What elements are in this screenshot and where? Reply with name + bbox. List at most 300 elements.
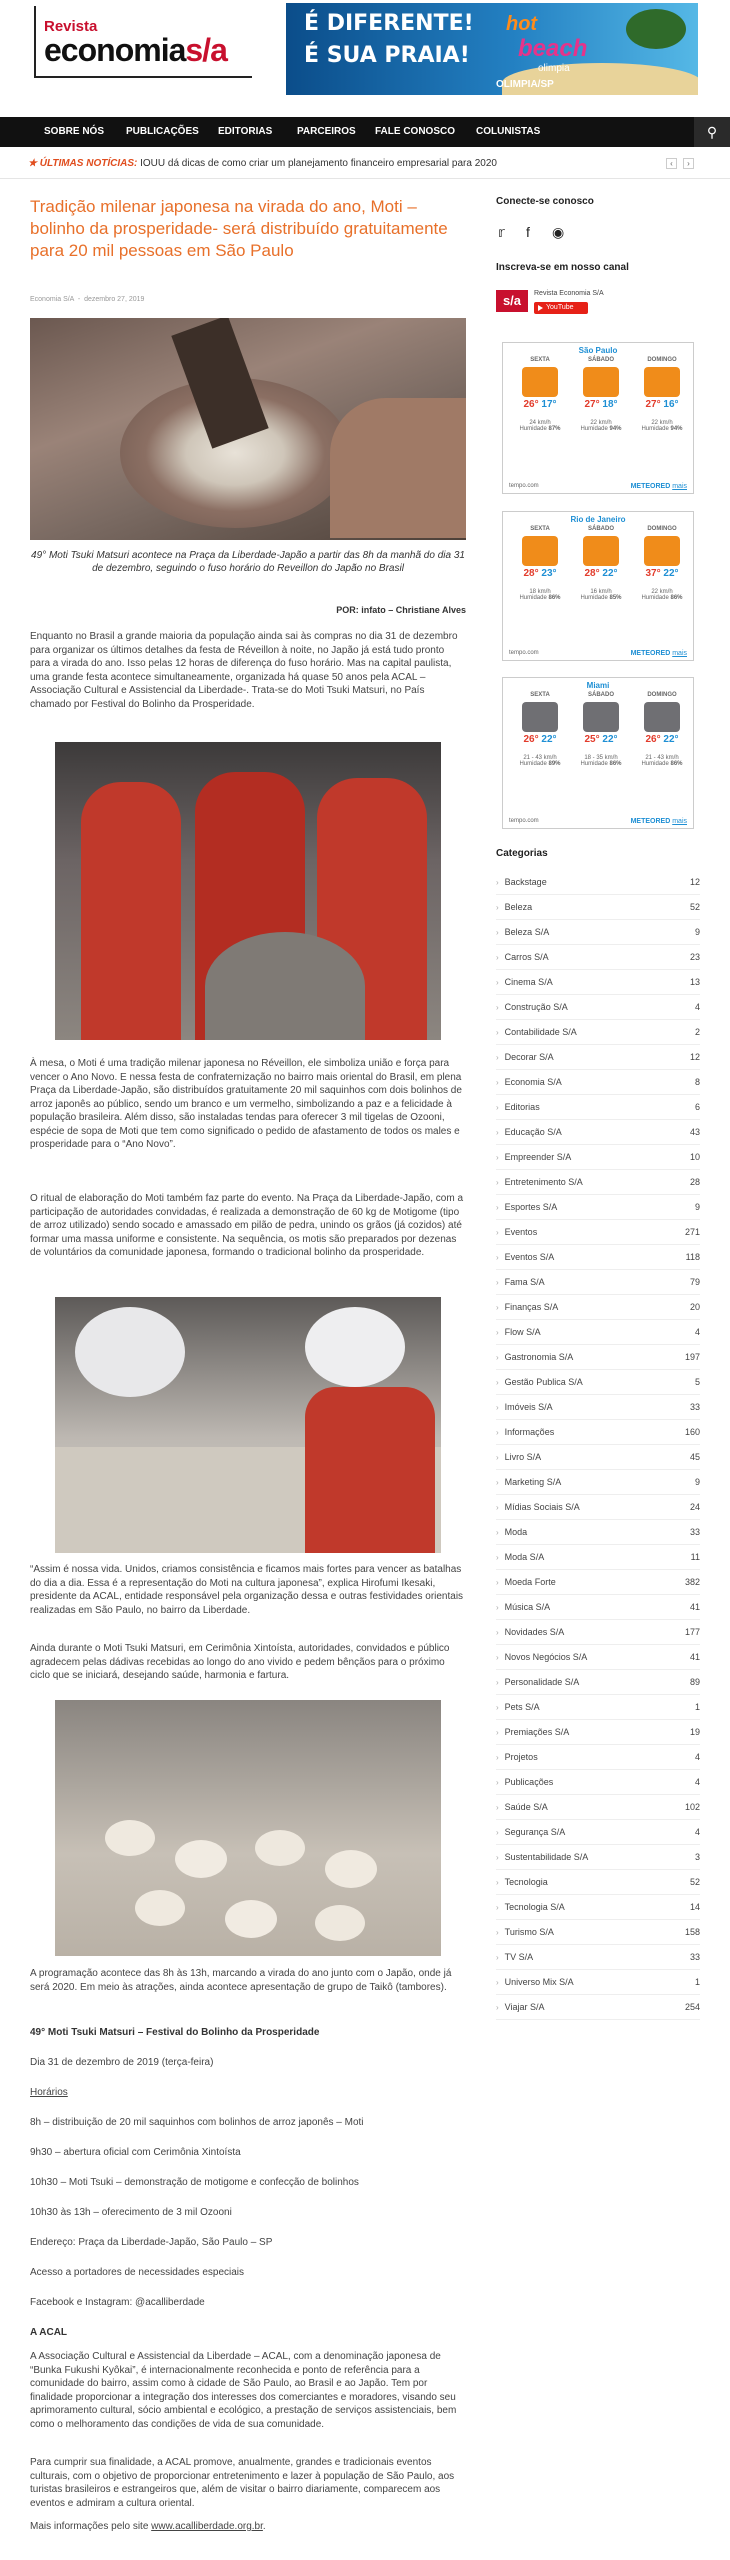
category-name: Eventos S/A [504,1252,555,1262]
category-name: Carros S/A [504,952,549,962]
weather-wind: 22 km/h [651,420,673,426]
weather-more-link: mais [672,650,687,657]
article-photo-volunteers [55,1297,441,1553]
weather-high: 28° [584,568,600,579]
humidity-value: 86% [670,761,683,767]
category-item[interactable] [496,1270,700,1295]
banner-line1: É DIFERENTE! [304,11,474,36]
sun-rain-icon [522,367,558,397]
humidity-value: 94% [670,426,683,432]
photo-caption: 49° Moti Tsuki Matsuri acontece na Praça da Liberdade-Japão a partir das 8h da manhã do dia 31 de dezembro, seguindo o fuso horário do Reveillon do Japão no Brasil [31,550,465,574]
banner-brand-beach: beach [518,35,588,62]
weather-humidity [633,761,691,767]
category-name: Viajar S/A [504,2002,545,2012]
category-count: 41 [689,1602,700,1612]
category-item[interactable] [496,1820,700,1845]
article-meta: Economia S/A - dezembro 27, 2019 [30,296,145,303]
category-item[interactable] [496,1520,700,1545]
ticker-label: ÚLTIMAS NOTÍCIAS: [39,158,138,169]
humidity-label: Humidade [641,761,669,767]
weather-humidity [511,426,569,432]
twitter-icon[interactable]: 𝕣 [498,224,505,240]
category-item[interactable] [496,1670,700,1695]
category-name: Tecnologia S/A [504,1902,565,1912]
article-photo-mochi-pounding [30,318,466,540]
humidity-value: 85% [609,595,622,601]
banner-place: OLIMPIA/SP [496,79,554,90]
category-item[interactable] [496,1120,700,1145]
weather-humidity [633,426,691,432]
more-info [30,2520,466,2534]
schedule-item: 10h30 às 13h – oferecimento de 3 mil Ozooni [30,2207,232,2218]
main-nav [0,117,730,147]
nav-item-editorias[interactable]: EDITORIAS [218,126,273,137]
humidity-value: 89% [548,761,561,767]
weather-day-label: SEXTA [530,692,550,698]
category-count: 45 [689,1452,700,1462]
category-item[interactable] [496,1745,700,1770]
connect-title: Conecte-se conosco [496,196,594,207]
news-ticker [28,153,708,175]
banner-brand-olimpia: olimpia [538,63,570,74]
article-paragraph: A Associação Cultural e Assistencial da Liberdade – ACAL, com a denominação japonesa de “Bunka Fukushi Kyôkai”, é internacionalmente reconhecida e ponto de referência para a comunidade do bairro, assim como à cidade de São Paulo, ao Brasil e ao Japão. Tem por finalidade proporcionar a integração dos interesses dos comerciantes e moradores, visando seu aprimoramento cultural, sócio ambiental e ecológico, a prestação de serviços assistenciais, bem como o melhoramento das condições de vida de sua comunidade. [30,2351,457,2430]
category-count: 13 [689,977,700,987]
weather-site[interactable]: tempo.com [509,818,539,824]
category-item[interactable] [496,1920,700,1945]
weather-day [572,357,630,455]
category-count: 254 [684,2002,700,2012]
category-count: 1 [694,1977,700,1987]
category-item[interactable] [496,945,700,970]
cloud-rain-icon [583,702,619,732]
humidity-label: Humidade [641,595,669,601]
humidity-value: 86% [609,761,622,767]
category-item[interactable] [496,1845,700,1870]
category-name: Universo Mix S/A [504,1977,574,1987]
weather-low: 23° [541,568,557,579]
category-name: Livro S/A [504,1452,542,1462]
weather-more-link: mais [672,818,687,825]
category-name: Marketing S/A [504,1477,562,1487]
weather-wind: 22 km/h [590,420,612,426]
category-item[interactable] [496,1020,700,1045]
category-name: Imóveis S/A [504,1402,553,1412]
weather-brand-name: METEORED [630,650,671,657]
weather-city: São Paulo [578,346,618,355]
weather-site[interactable]: tempo.com [509,650,539,656]
weather-low: 22° [663,734,679,745]
weather-low: 18° [602,399,618,410]
category-count: 2 [694,1027,700,1037]
category-item[interactable] [496,1170,700,1195]
weather-day-label: DOMINGO [647,357,677,363]
nav-item-sobre[interactable]: SOBRE NÓS [44,126,105,137]
chevron-right-icon: › [496,1453,499,1462]
category-item[interactable] [496,1195,700,1220]
weather-site[interactable]: tempo.com [509,483,539,489]
chevron-right-icon: › [496,1028,499,1037]
weather-brand-name: METEORED [630,483,671,490]
category-item[interactable] [496,1070,700,1095]
logo-top-text: Revista [44,18,98,35]
category-count: 12 [689,1052,700,1062]
logo-main-text [44,32,227,69]
category-name: Gastronomia S/A [504,1352,574,1362]
weather-wind: 22 km/h [651,589,673,595]
category-count: 9 [694,1202,700,1212]
category-count: 4 [694,1752,700,1762]
category-name: Personalidade S/A [504,1677,580,1687]
chevron-right-icon: › [496,1553,499,1562]
category-count: 102 [684,1802,700,1812]
chevron-right-icon: › [496,978,499,987]
category-count: 8 [694,1077,700,1087]
instagram-icon[interactable]: ◉ [552,224,565,240]
category-name: Esportes S/A [504,1202,558,1212]
weather-brand[interactable] [631,650,687,657]
ticker-prev-button[interactable]: ‹ [666,158,677,169]
chevron-right-icon: › [496,1428,499,1437]
weather-high: 27° [584,399,600,410]
chevron-right-icon: › [496,1053,499,1062]
ad-banner[interactable] [286,3,698,95]
category-count: 33 [689,1952,700,1962]
more-info-suffix: . [262,2521,266,2532]
category-item[interactable] [496,1720,700,1745]
category-item[interactable] [496,1645,700,1670]
category-item[interactable] [496,1570,700,1595]
chevron-right-icon: › [496,1278,499,1287]
humidity-value: 87% [548,426,561,432]
weather-wind: 21 - 43 km/h [645,755,679,761]
article-date: dezembro 27, 2019 [84,296,145,303]
weather-high: 26° [645,734,661,745]
category-name: Música S/A [504,1602,551,1612]
chevron-right-icon: › [496,1828,499,1837]
weather-humidity [511,761,569,767]
category-count: 197 [684,1352,700,1362]
category-count: 43 [689,1127,700,1137]
category-count: 5 [694,1377,700,1387]
weather-high: 26° [523,399,539,410]
chevron-right-icon: › [496,1303,499,1312]
weather-day [633,692,691,790]
category-item[interactable] [496,1445,700,1470]
weather-temps [572,568,630,579]
category-count: 9 [694,1477,700,1487]
category-item[interactable] [496,1945,700,1970]
weather-temps [511,734,569,745]
category-name: Empreender S/A [504,1152,572,1162]
category-count: 11 [690,1552,700,1562]
chevron-right-icon: › [496,1528,499,1537]
category-item[interactable] [496,1345,700,1370]
chevron-right-icon: › [496,953,499,962]
divider [0,178,730,179]
acal-title: A ACAL [30,2327,68,2338]
category-count: 4 [694,1002,700,1012]
nav-item-parceiros[interactable]: PARCEIROS [297,126,356,137]
weather-temps [633,568,691,579]
chevron-right-icon: › [496,2003,499,2012]
weather-day-label: DOMINGO [647,692,677,698]
category-count: 3 [694,1852,700,1862]
category-count: 271 [684,1227,700,1237]
category-item[interactable] [496,1970,700,1995]
weather-high: 25° [584,734,600,745]
nav-item-colunistas[interactable]: COLUNISTAS [476,126,541,137]
event-address: Endereço: Praça da Liberdade-Japão, São Paulo – SP [30,2237,273,2248]
article-paragraph: “Assim é nossa vida. Unidos, criamos consistência e ficamos mais fortes para vencer as batalhas do dia a dia. Essa é a representação do Moti na cultura japonesa”, explica Hirofumi Ikesaki, presidente da ACAL, entidade responsável pela organização dessa e outras festividades orientais realizadas em São Paulo, no bairro da Liberdade. [30,1564,464,1616]
banner-palm-shape [626,9,686,49]
weather-day-label: DOMINGO [647,526,677,532]
category-name: Sustentabilidade S/A [504,1852,589,1862]
category-count: 89 [689,1677,700,1687]
category-count: 1 [694,1702,700,1712]
chevron-right-icon: › [496,1728,499,1737]
category-item[interactable] [496,1245,700,1270]
article-paragraph: À mesa, o Moti é uma tradição milenar japonesa no Réveillon, ele simboliza união e força para vencer o Ano Novo. E nessa festa de confraternização no bairro mais oriental do Brasil, em plena Praça da Liberdade-Japão, são distribuídos gratuitamente 20 mil saquinhos com dois bolinhos de arroz japonês ao público, sendo um branco e um vermelho, simbolizando a paz e a felicidade à população brasileira. Além disso, são instaladas tendas para oferecer 3 mil tigelas de Ozooni, espécie de sopa de Moti que tem como significado o pedido de afastamento de todos os males e prosperidade para o “Ano Novo”. [30,1058,462,1150]
chevron-right-icon: › [496,1203,499,1212]
acal-site-link[interactable]: www.acalliberdade.org.br [151,2521,263,2532]
chevron-right-icon: › [496,928,499,937]
article-author[interactable]: Economia S/A [30,296,74,303]
weather-brand[interactable] [631,483,687,490]
chevron-right-icon: › [496,1803,499,1812]
category-count: 23 [689,952,700,962]
chevron-right-icon: › [496,1153,499,1162]
category-count: 28 [689,1177,700,1187]
category-count: 33 [689,1527,700,1537]
chevron-right-icon: › [496,1778,499,1787]
nav-item-fale-conosco[interactable]: FALE CONOSCO [375,126,456,137]
channel-name: Revista Economia S/A [534,290,604,297]
category-name: Gestão Publica S/A [504,1377,583,1387]
chevron-right-icon: › [496,1853,499,1862]
article-photo-mochi-balls [55,1700,441,1956]
category-name: Beleza [504,902,533,912]
banner-brand-hot: hot [506,13,538,35]
humidity-label: Humidade [519,426,547,432]
weather-day-label: SÁBADO [587,526,614,532]
chevron-right-icon: › [496,1503,499,1512]
category-name: Cinema S/A [504,977,553,987]
category-name: Moda S/A [504,1552,545,1562]
chevron-right-icon: › [496,1103,499,1112]
chevron-right-icon: › [496,1128,499,1137]
chevron-right-icon: › [496,903,499,912]
category-name: Beleza S/A [504,927,550,937]
category-item[interactable] [496,1420,700,1445]
category-name: Pets S/A [504,1702,540,1712]
weather-temps [572,734,630,745]
chevron-right-icon: › [496,878,499,887]
category-name: Backstage [504,877,547,887]
youtube-play-icon [538,305,543,311]
category-count: 14 [689,1902,700,1912]
chevron-right-icon: › [496,1253,499,1262]
weather-widget-rio[interactable] [502,511,694,661]
weather-humidity [572,595,630,601]
weather-wind: 24 km/h [529,420,551,426]
weather-city: Miami [586,681,610,690]
category-count: 158 [684,1927,700,1937]
weather-temps [511,399,569,410]
category-name: Entretenimento S/A [504,1177,583,1187]
humidity-label: Humidade [519,595,547,601]
article-paragraph: O ritual de elaboração do Moti também faz parte do evento. Na Praça da Liberdade-Japão, com a participação de autoridades convidadas, é realizada a demonstração de 60 kg de Motigome (tipo de arroz utilizado) sendo socado e amassado em pilão de pedra, unindo os grãos (já cozidos) até formar uma massa uniforme e consistente. Na sequência, os motis são preparados por dezenas de voluntários da comunidade japonesa, formando o tradicional bolinho da prosperidade. [30,1193,464,1258]
weather-wind: 18 - 35 km/h [584,755,618,761]
weather-day [511,357,569,455]
category-name: Saúde S/A [504,1802,548,1812]
chevron-right-icon: › [496,1228,499,1237]
weather-high: 37° [645,568,661,579]
category-item[interactable] [496,1370,700,1395]
humidity-value: 94% [609,426,622,432]
chevron-right-icon: › [496,1603,499,1612]
category-item[interactable] [496,1795,700,1820]
search-icon[interactable]: ⚲ [694,117,730,147]
chevron-right-icon: › [496,1903,499,1912]
facebook-icon[interactable]: f [526,224,530,240]
weather-temps [633,734,691,745]
category-item[interactable] [496,1295,700,1320]
category-name: Projetos [504,1752,538,1762]
category-name: Eventos [504,1227,538,1237]
humidity-label: Humidade [580,595,608,601]
ticker-headline[interactable]: IOUU dá dicas de como criar um planejamento financeiro empresarial para 2020 [140,158,497,169]
category-item[interactable] [496,1620,700,1645]
category-name: Publicações [504,1777,554,1787]
category-item[interactable] [496,995,700,1020]
category-count: 9 [694,927,700,937]
weather-humidity [572,426,630,432]
chevron-right-icon: › [496,1678,499,1687]
article-title: Tradição milenar japonesa na virada do ano, Moti –bolinho da prosperidade- será distribuído gratuitamente para 20 mil pessoas em São Paulo [30,197,448,260]
chevron-right-icon: › [496,1328,499,1337]
category-item[interactable] [496,1145,700,1170]
category-item[interactable] [496,1495,700,1520]
chevron-right-icon: › [496,1628,499,1637]
category-name: Flow S/A [504,1327,541,1337]
category-item[interactable] [496,1595,700,1620]
weather-widget-miami[interactable] [502,677,694,829]
categories-title: Categorias [496,848,548,859]
weather-day-label: SEXTA [530,357,550,363]
nav-item-publicacoes[interactable]: PUBLICAÇÕES [126,126,199,137]
category-item[interactable] [496,1470,700,1495]
chevron-right-icon: › [496,1078,499,1087]
category-item[interactable] [496,870,700,895]
category-count: 52 [689,902,700,912]
sun-rain-icon [644,536,680,566]
category-name: Segurança S/A [504,1827,566,1837]
event-date: Dia 31 de dezembro de 2019 (terça-feira) [30,2057,214,2068]
humidity-value: 86% [548,595,561,601]
category-name: Novidades S/A [504,1627,565,1637]
chevron-right-icon: › [496,1953,499,1962]
category-item[interactable] [496,970,700,995]
weather-brand[interactable] [631,818,687,825]
event-accessibility: Acesso a portadores de necessidades especiais [30,2267,245,2278]
category-item[interactable] [496,1395,700,1420]
category-count: 52 [689,1877,700,1887]
category-item[interactable] [496,1095,700,1120]
category-name: Novos Negócios S/A [504,1652,588,1662]
weather-low: 17° [541,399,557,410]
article-paragraph: Enquanto no Brasil a grande maioria da população ainda sai às compras no dia 31 de dezembro para organizar os últimos detalhes da festa de Réveillon à noite, no Japão já está tudo pronto para a virada do ano. Isso pelas 12 horas de diferença do fuso horário. Mas na capital paulista, uma grande festa acontece simultaneamente, organizada há quase 50 anos pela ACAL –Associação Cultural e Assistencial da Liberdade-. Trata-se do Moti Tsuki Matsuri, no País chamado por Festival do Bolinho da Prosperidade. [30,631,458,710]
sun-rain-icon [644,367,680,397]
weather-day [633,357,691,455]
category-item[interactable] [496,1870,700,1895]
cloud-rain-icon [522,702,558,732]
category-name: Turismo S/A [504,1927,554,1937]
weather-humidity [511,595,569,601]
category-item[interactable] [496,1320,700,1345]
chevron-right-icon: › [496,1178,499,1187]
weather-day [633,526,691,624]
chevron-right-icon: › [496,1578,499,1587]
category-item[interactable] [496,920,700,945]
chevron-right-icon: › [496,1928,499,1937]
humidity-label: Humidade [519,761,547,767]
weather-city: Rio de Janeiro [570,515,626,524]
category-count: 79 [689,1277,700,1287]
event-social: Facebook e Instagram: @acalliberdade [30,2297,205,2308]
ticker-next-button[interactable]: › [683,158,694,169]
category-item[interactable] [496,1220,700,1245]
category-count: 10 [689,1152,700,1162]
channel-logo[interactable]: s/a [496,290,528,312]
weather-widget-sao-paulo[interactable] [502,342,694,494]
category-item[interactable] [496,895,700,920]
chevron-right-icon: › [496,1703,499,1712]
category-name: Editorias [504,1102,540,1112]
category-name: Tecnologia [504,1877,548,1887]
category-item[interactable] [496,1895,700,1920]
article-paragraph: A programação acontece das 8h às 13h, marcando a virada do ano junto com o Japão, onde já será 2020. Em meio às atrações, ainda acontece apresentação de grupo de Taikô (tambores). [30,1968,452,1993]
weather-day-label: SÁBADO [587,357,614,363]
category-item[interactable] [496,1695,700,1720]
chevron-right-icon: › [496,1403,499,1412]
category-count: 4 [694,1327,700,1337]
weather-day [572,526,630,624]
category-name: Decorar S/A [504,1052,554,1062]
cloud-rain-icon [644,702,680,732]
schedule-item: 9h30 – abertura oficial com Cerimônia Xintoísta [30,2147,241,2158]
category-name: Moeda Forte [504,1577,556,1587]
category-name: TV S/A [504,1952,534,1962]
chevron-right-icon: › [496,1003,499,1012]
weather-low: 22° [602,734,618,745]
category-count: 33 [689,1402,700,1412]
youtube-label: YouTube [546,304,574,311]
category-name: Premiações S/A [504,1727,570,1737]
category-item[interactable] [496,1045,700,1070]
weather-temps [572,399,630,410]
weather-humidity [633,595,691,601]
category-item[interactable] [496,1995,700,2020]
logo-suffix: s/a [185,32,227,68]
category-item[interactable] [496,1545,700,1570]
channel-title: Inscreva-se em nosso canal [496,262,629,273]
article-photo-ceremony [55,742,441,1040]
chevron-right-icon: › [496,1978,499,1987]
category-count: 6 [694,1102,700,1112]
category-name: Mídias Sociais S/A [504,1502,580,1512]
category-item[interactable] [496,1770,700,1795]
site-logo[interactable] [34,6,252,78]
